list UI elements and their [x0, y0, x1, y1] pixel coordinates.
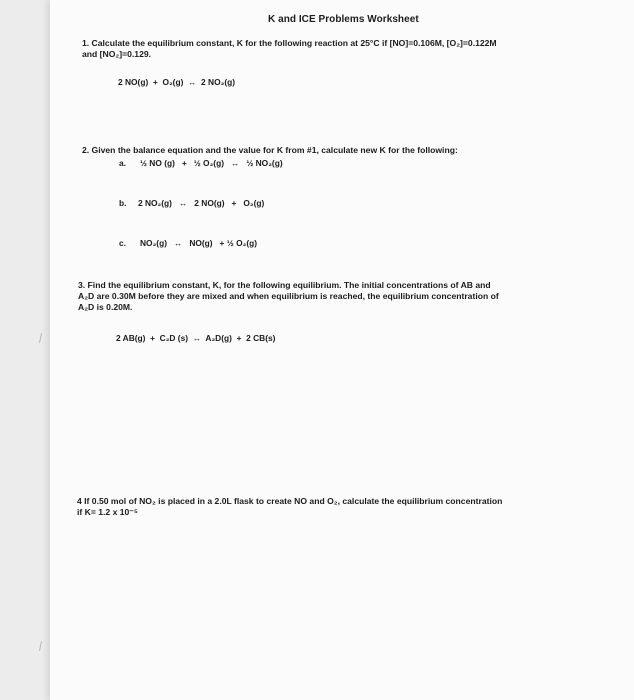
q1-equation: 2 NO(g) + O₂(g) ↔ 2 NO₂(g)	[118, 77, 236, 87]
binding-mark-upper	[39, 333, 42, 343]
q2c-label: c.	[119, 238, 126, 248]
q2b-equation: 2 NO₂(g) ↔ 2 NO(g) + O₂(g)	[138, 198, 265, 208]
q3-text-line1: 3. Find the equilibrium constant, K, for the following equilibrium. The initial concentrations of AB and	[78, 280, 491, 290]
worksheet-title: K and ICE Problems Worksheet	[268, 14, 419, 25]
q2a-equation: ½ NO (g) + ½ O₂(g) ↔ ½ NO₂(g)	[140, 158, 283, 168]
q2-prompt: 2. Given the balance equation and the value for K from #1, calculate new K for the following:	[82, 145, 458, 155]
q3-text-line3: A₂D is 0.20M.	[78, 302, 133, 312]
q2b-label: b.	[119, 198, 127, 208]
binding-mark-lower	[39, 641, 42, 651]
q1-text-line2: and [NO₂]=0.129.	[82, 49, 152, 59]
q2c-equation: NO₂(g) ↔ NO(g) + ½ O₂(g)	[140, 238, 258, 248]
q4-text-line1: 4 If 0.50 mol of NO₂ is placed in a 2.0L flask to create NO and O₂, calculate the equilibrium concentration	[77, 496, 503, 506]
q3-equation: 2 AB(g) + C₂D (s) ↔ A₂D(g) + 2 CB(s)	[116, 333, 276, 343]
q1-text-line1: 1. Calculate the equilibrium constant, K for the following reaction at 25°C if [NO]=0.106M, [O₂]=0.122M	[82, 38, 497, 48]
q2a-label: a.	[119, 158, 126, 168]
q3-text-line2: A₂D are 0.30M before they are mixed and when equilibrium is reached, the equilibrium concentration of	[78, 291, 499, 301]
worksheet-page	[50, 0, 634, 700]
q4-text-line2: if K= 1.2 x 10⁻⁵	[77, 507, 138, 517]
